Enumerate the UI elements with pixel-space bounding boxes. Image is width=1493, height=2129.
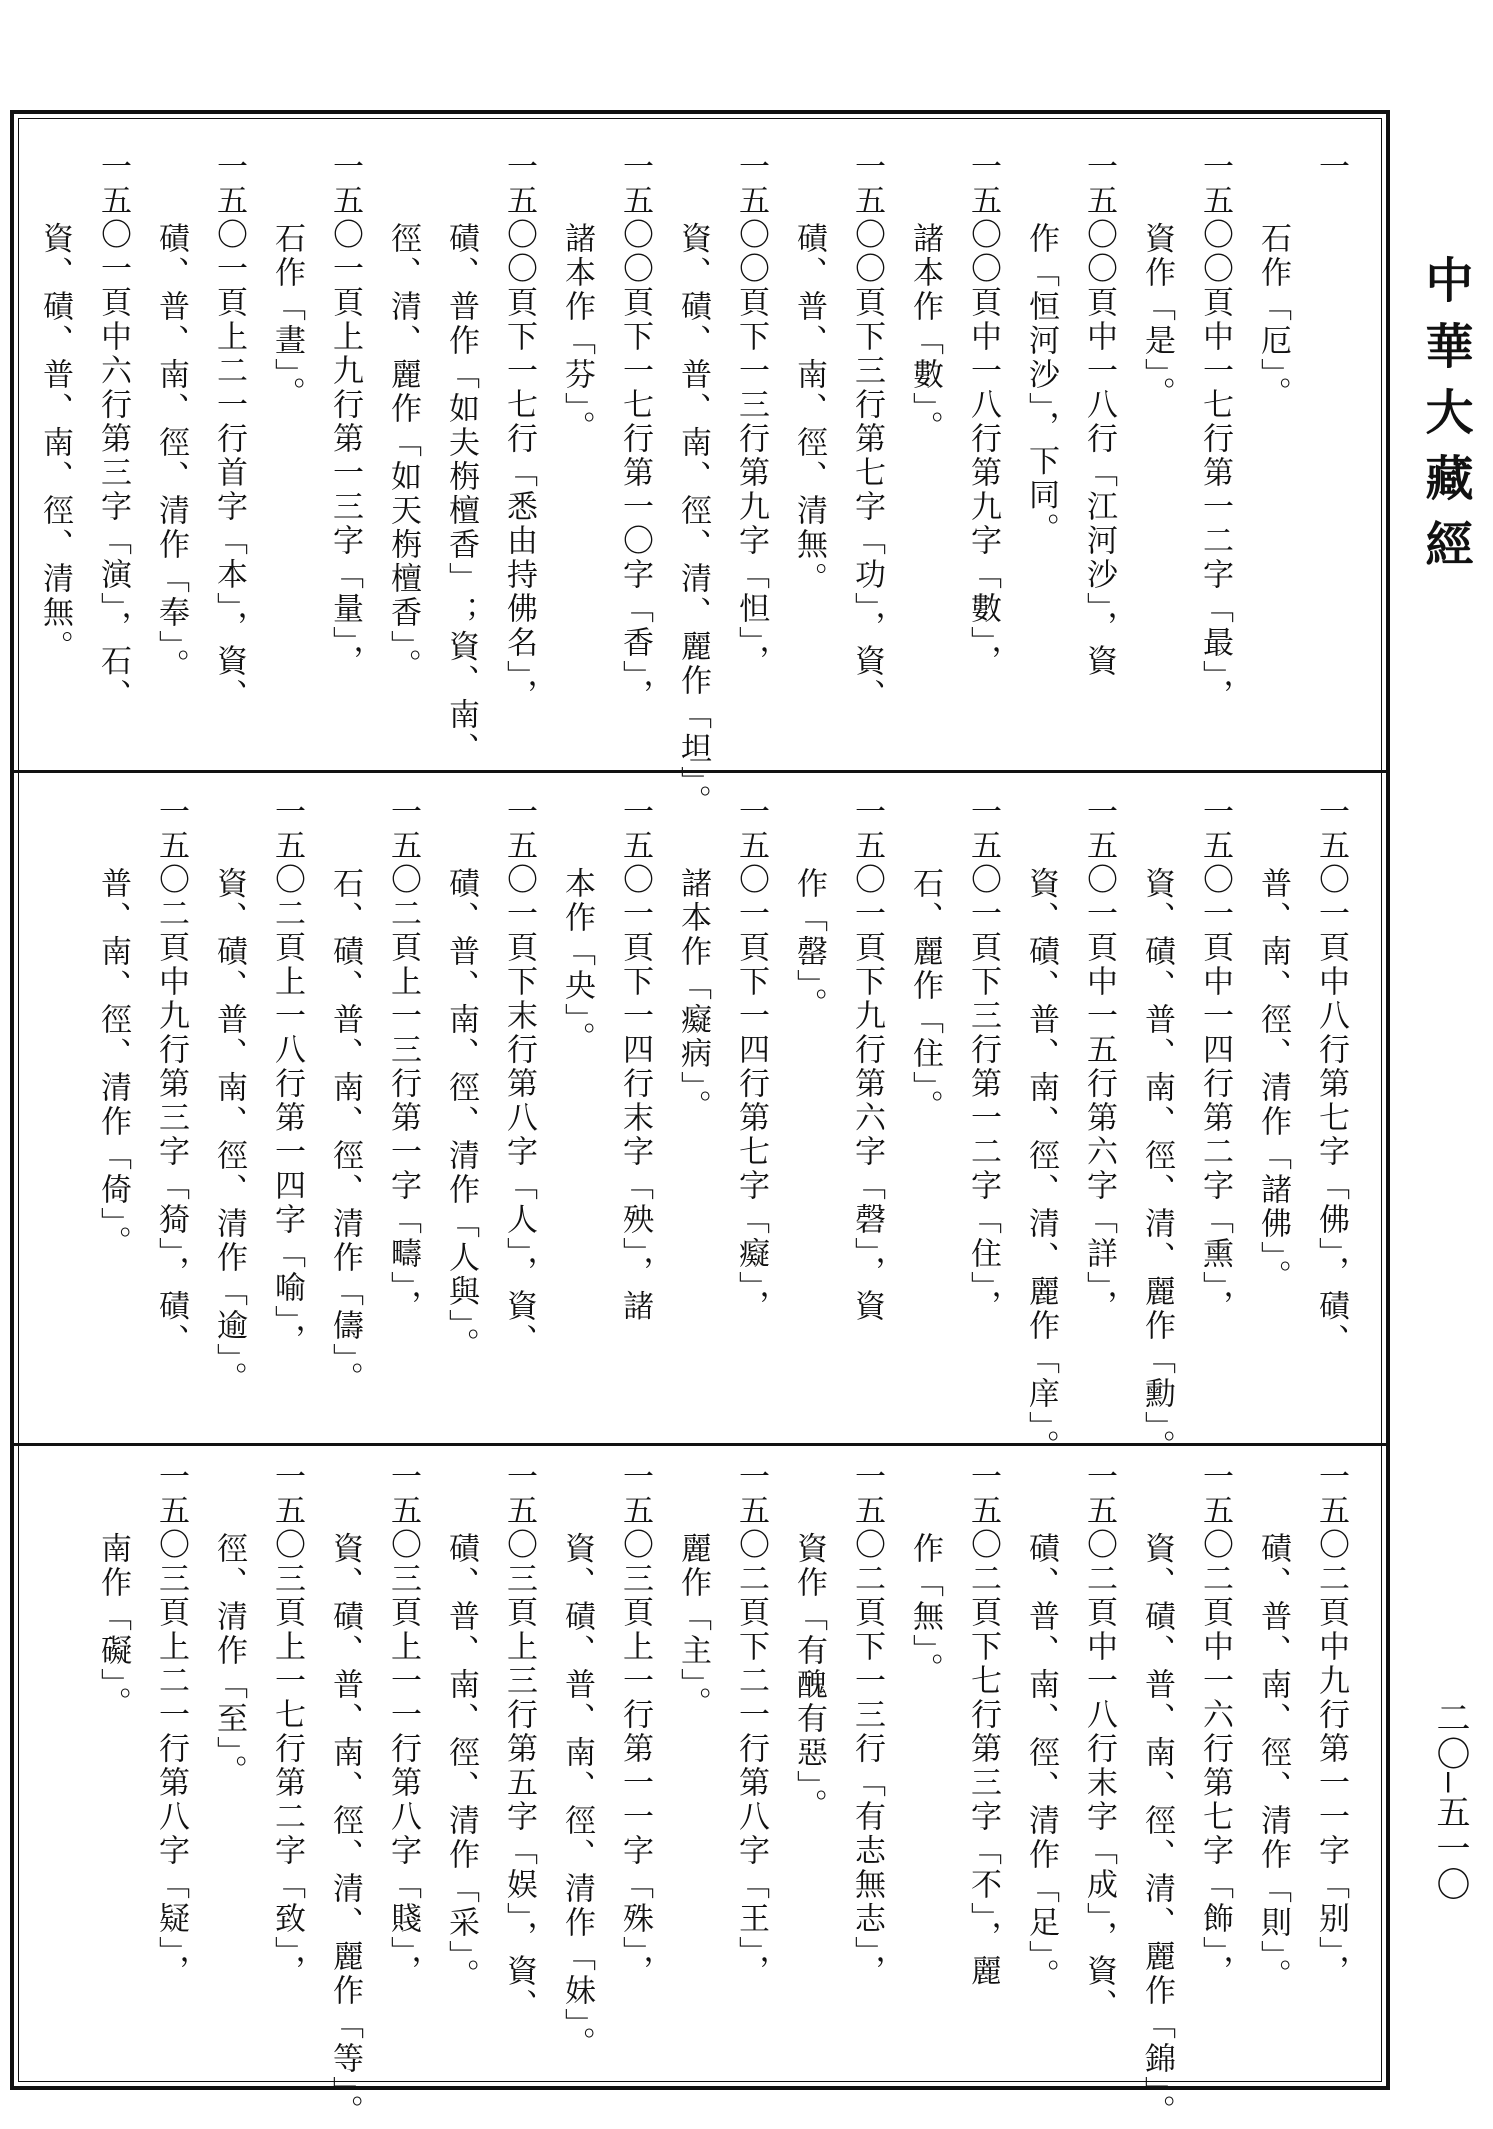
entry-continuation-line: 資、磧、普、南、徑、清、麗作「庠」。 [1023,867,1059,1464]
entry-line: 一五〇一頁下一四行末字「殃」，諸 [617,795,653,1324]
collation-entry [374,150,548,770]
collation-entry [84,1460,200,2080]
collation-entry [664,795,780,1445]
collation-entry [1012,150,1128,770]
entry-continuation-line: 作「恒河沙」，下同。 [1023,222,1059,547]
collation-entry [548,1460,664,2080]
collation-entry [84,795,200,1445]
collation-entry [142,150,258,770]
entry-line: 一五〇三頁上一一行第八字「賤」， [385,1460,421,1989]
entry-line: 一五〇一頁中一四行第二字「熏」， [1197,795,1233,1324]
entry-continuation-line: 徑、清、麗作「如天栴檀香」。 [385,222,421,683]
entry-line: 一五〇二頁下二一行第八字「王」， [733,1460,769,1989]
entry-continuation-line: 徑、清作「至」。 [211,1532,247,1789]
entry-continuation-line: 磧、普作「如夫栴檀香」；資、南、 [443,222,479,766]
entry-line: 一五〇二頁上一八行第一四字「喻」， [269,795,305,1358]
entry-continuation-line: 磧、普、南、徑、清作「奉」。 [153,222,189,683]
entry-continuation-line: 資作「有醜有惡」。 [791,1532,827,1823]
entry-line: 一五〇二頁下七行第三字「不」，麗 [965,1460,1001,1989]
entry-line: 一五〇〇頁中一八行「江河沙」，資 [1081,150,1117,679]
register-top [37,150,1360,819]
entry-line: 一五〇三頁上二一行第八字「疑」， [153,1460,189,1989]
collation-entry [432,1460,548,2080]
entry-line: 一五〇三頁上三行第五字「娱」，資、 [501,1460,537,2023]
entry-continuation-line: 本作「央」。 [559,867,595,1056]
entry-line: 一五〇一頁下末行第八字「人」，資、 [501,795,537,1358]
collation-entry [896,150,1012,770]
page-number: 二〇—五一〇 [1430,1700,1470,1903]
entry-continuation-line: 磧、普、南、徑、清作「則」。 [1255,1532,1291,1993]
collation-entry [316,1460,432,2129]
collation-entry [1128,150,1244,770]
entry-continuation-line: 石作「晝」。 [269,222,305,411]
entry-continuation-line: 資、磧、普、南、徑、清作「妹」。 [559,1532,595,2061]
entry-continuation-line: 資、磧、普、南、徑、清、麗作「錦」。 [1139,1532,1175,2129]
collation-entry [1012,795,1128,1464]
register-bottom [40,1460,1360,2129]
collation-entry [26,150,142,770]
entry-continuation-line: 石、磧、普、南、徑、清作「儔」。 [327,867,363,1396]
collation-entry [780,795,896,1445]
entry-line: 一五〇一頁上二一行首字「本」，資、 [211,150,247,713]
entry-continuation-line: 諸本作「癡病」。 [675,867,711,1124]
entry-line: 一五〇一頁下九行第六字「磬」，資 [849,795,885,1324]
entry-line: 一五〇二頁下一三行「有志無志」， [849,1460,885,1989]
collation-entry [316,795,432,1445]
collation-entry [780,150,896,770]
collation-entry [1244,150,1360,770]
entry-line: 一五〇一頁下三行第一二字「住」， [965,795,1001,1324]
entry-continuation-line: 磧、普、南、徑、清作「人與」。 [443,867,479,1362]
collation-entry [896,1460,1012,2080]
entry-continuation-line: 南作「礙」。 [95,1532,131,1721]
collation-entry [432,795,548,1445]
entry-line: 一五〇三頁上一行第一一字「殊」， [617,1460,653,1989]
entry-continuation-line: 資、磧、普、南、徑、清無。 [37,222,73,664]
entry-list [37,150,1360,819]
collation-entry [200,795,316,1445]
collation-entry [1244,795,1360,1445]
collation-entry [664,1460,780,2080]
entry-line: 一 [1313,150,1349,184]
entry-continuation-line: 石作「厄」。 [1255,222,1291,411]
collation-entry [1128,1460,1244,2129]
entry-line: 一五〇一頁中六行第三字「演」，石、 [95,150,131,713]
entry-continuation-line: 資作「是」。 [1139,222,1175,411]
entry-list [40,1460,1360,2129]
collation-entry [258,150,374,770]
entry-line: 一五〇一頁中一五行第六字「詳」， [1081,795,1117,1324]
entry-line: 一五〇二頁上一三行第一字「疇」， [385,795,421,1324]
entry-line: 一五〇〇頁下一七行第一〇字「香」， [617,150,653,713]
entry-line: 一五〇一頁下一四行第七字「癡」， [733,795,769,1324]
entry-continuation-line: 資、磧、普、南、徑、清、麗作「等」。 [327,1532,363,2129]
entry-continuation-line: 資、磧、普、南、徑、清作「逾」。 [211,867,247,1396]
collation-entry [780,1460,896,2080]
entry-continuation-line: 磧、普、南、徑、清作「足」。 [1023,1532,1059,1993]
entry-continuation-line: 諸本作「芬」。 [559,222,595,445]
entry-continuation-line: 石、麗作「住」。 [907,867,943,1124]
volume-title: 中華大藏經 [1417,255,1473,585]
entry-line: 一五〇二頁中一六行第七字「飾」， [1197,1460,1233,1989]
collation-entry [1128,795,1244,1464]
collation-entry [548,150,664,770]
entry-continuation-line: 磧、普、南、徑、清作「采」。 [443,1532,479,1993]
entry-continuation-line: 磧、普、南、徑、清無。 [791,222,827,596]
entry-continuation-line: 資、磧、普、南、徑、清、麗作「坦」。 [675,222,711,819]
entry-continuation-line: 普、南、徑、清作「倚」。 [95,867,131,1260]
entry-line: 一五〇〇頁下三行第七字「功」，資、 [849,150,885,713]
collation-entry [664,150,780,819]
collation-entry [1244,1460,1360,2080]
entry-continuation-line: 作「罄」。 [791,867,827,1022]
entry-continuation-line: 資、磧、普、南、徑、清、麗作「勳」。 [1139,867,1175,1464]
entry-line: 一五〇〇頁下一三行第九字「怛」， [733,150,769,679]
entry-continuation-line: 作「無」。 [907,1532,943,1687]
register-middle [40,795,1360,1464]
entry-continuation-line: 普、南、徑、清作「諸佛」。 [1255,867,1291,1294]
collation-entry [1012,1460,1128,2080]
entry-continuation-line: 諸本作「數」。 [907,222,943,445]
collation-entry [548,795,664,1445]
entry-line: 一五〇三頁上一七行第二字「致」， [269,1460,305,1989]
entry-line: 一五〇二頁中九行第一一字「别」， [1313,1460,1349,1989]
entry-line: 一五〇〇頁中一八行第九字「數」， [965,150,1001,679]
entry-line: 一五〇一頁中八行第七字「佛」，磧、 [1313,795,1349,1358]
entry-continuation-line: 麗作「主」。 [675,1532,711,1721]
entry-line: 一五〇二頁中九行第三字「猗」，磧、 [153,795,189,1358]
collation-entry [896,795,1012,1445]
entry-line: 一五〇〇頁中一七行第一二字「最」， [1197,150,1233,713]
collation-entry [200,1460,316,2080]
entry-list [40,795,1360,1464]
entry-line: 一五〇一頁上九行第一三字「量」， [327,150,363,679]
entry-line: 一五〇〇頁下一七行「悉由持佛名」， [501,150,537,713]
entry-line: 一五〇二頁中一八行末字「成」，資、 [1081,1460,1117,2023]
